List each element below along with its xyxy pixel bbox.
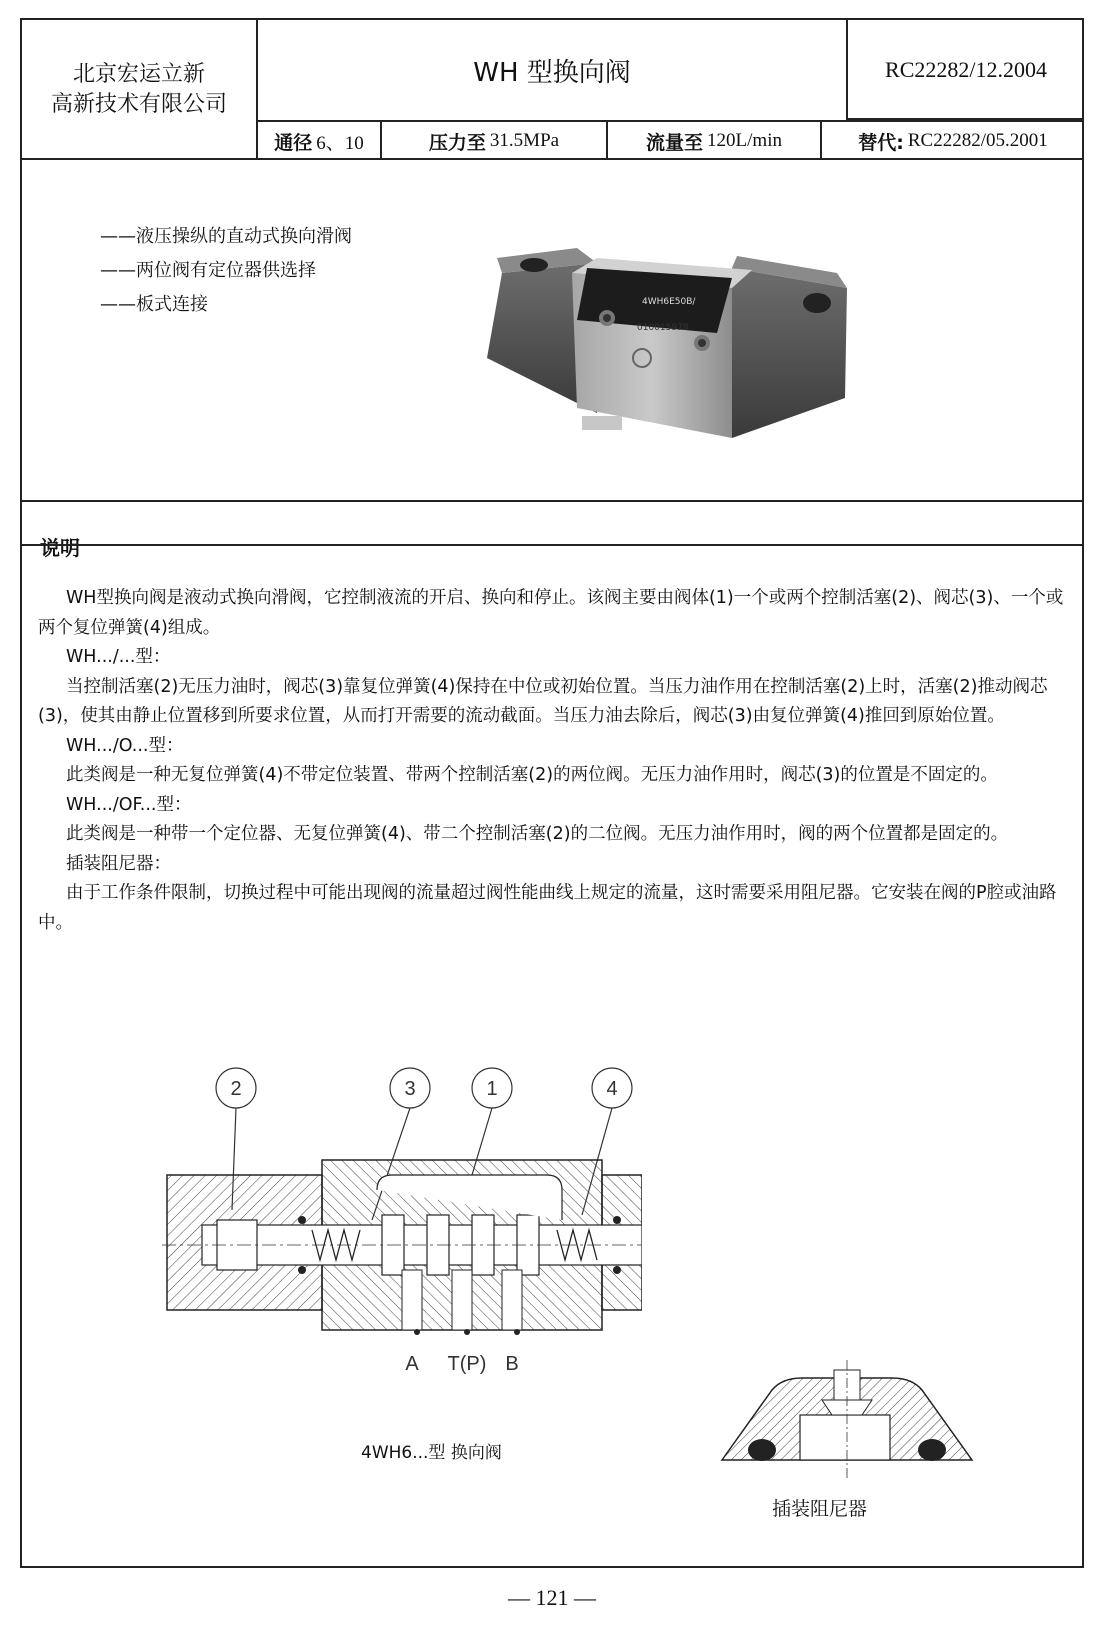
company-name xyxy=(22,20,258,160)
spec-flow xyxy=(608,122,822,160)
spec-pressure-value: 31.5MPa xyxy=(489,130,560,151)
page-frame xyxy=(20,18,1084,1568)
spec-replace-label: 替代: xyxy=(858,131,904,154)
paragraph: 当控制活塞(2)无压力油时，阀芯(3)靠复位弹簧(4)保持在中位或初始位置。当压力油作用在控制活塞(2)上时，活塞(2)推动阀芯(3)，使其由静止位置移到所要求位置，从而打开需要的流动截面。当压力油去除后，阀芯(3)由复位弹簧(4)推回到原始位置。 xyxy=(38,676,1048,726)
paragraph: 此类阀是一种带一个定位器、无复位弹簧(4)、带二个控制活塞(2)的二位阀。无压力油作用时，阀的两个位置都是固定的。 xyxy=(66,824,1009,844)
document-code: RC22282/12.2004 xyxy=(885,57,1047,82)
spec-size-value: 6、10 xyxy=(316,132,364,154)
company-line-2: 高新技术有限公司 xyxy=(50,92,227,117)
spec-size xyxy=(258,122,382,160)
photo-serial-label: 010015978 xyxy=(637,323,689,333)
feature-list xyxy=(100,220,352,322)
divider xyxy=(22,500,1082,502)
paragraph: WH型换向阀是液动式换向滑阀，它控制液流的开启、换向和停止。该阀主要由阀体(1)一个或两个控制活塞(2)、阀芯(3)、一个或两个复位弹簧(4)组成。 xyxy=(38,588,1064,638)
spec-pressure xyxy=(382,122,608,160)
paragraph: WH.../OF...型： xyxy=(66,794,192,815)
paragraph: 由于工作条件限制，切换过程中可能出现阀的流量超过阀性能曲线上规定的流量，这时需要采用阻尼器。它安装在阀的P腔或油路中。 xyxy=(38,883,1057,933)
spec-flow-value: 120L/min xyxy=(707,130,782,151)
paragraph: 此类阀是一种无复位弹簧(4)不带定位装置、带两个控制活塞(2)的两位阀。无压力油作用时，阀芯(3)的位置是不固定的。 xyxy=(66,765,998,785)
orifice-drawing xyxy=(712,1360,982,1480)
port-label: B xyxy=(505,1353,519,1375)
valve-section-drawing xyxy=(162,1060,642,1390)
section-title: 说明 xyxy=(40,536,80,560)
divider xyxy=(22,158,1082,160)
description xyxy=(38,584,1068,938)
orifice-caption: 插装阻尼器 xyxy=(772,1498,868,1520)
company-line-1: 北京宏运立新 xyxy=(72,62,205,87)
callout-label: 1 xyxy=(486,1078,498,1100)
photo-model-label: 4WH6E50B/ xyxy=(642,297,696,307)
paragraph: WH.../O...型： xyxy=(66,735,184,756)
page-number: — 121 — xyxy=(508,1585,596,1610)
feature-item: ——板式连接 xyxy=(100,294,208,315)
callout-label: 2 xyxy=(230,1078,242,1100)
callout-label: 3 xyxy=(404,1078,416,1100)
spec-size-label: 通径 xyxy=(274,131,313,154)
feature-item: ——两位阀有定位器供选择 xyxy=(100,260,316,281)
port-label: A xyxy=(405,1353,419,1375)
valve-photo xyxy=(477,248,857,448)
divider xyxy=(22,544,1082,546)
port-label: T(P) xyxy=(447,1353,487,1375)
callout-label: 4 xyxy=(606,1078,618,1100)
drawing-caption: 4WH6...型 换向阀 xyxy=(361,1443,502,1463)
paragraph: WH.../...型： xyxy=(66,647,171,667)
spec-row xyxy=(258,120,1084,162)
spec-pressure-label: 压力至 xyxy=(428,131,486,154)
spec-replace xyxy=(822,122,1084,160)
spec-flow-label: 流量至 xyxy=(646,131,704,154)
spec-replace-value: RC22282/05.2001 xyxy=(907,130,1048,151)
feature-item: ——液压操纵的直动式换向滑阀 xyxy=(100,226,352,247)
paragraph: 插装阻尼器： xyxy=(66,853,171,874)
document-title: WH 型换向阀 xyxy=(258,20,848,120)
